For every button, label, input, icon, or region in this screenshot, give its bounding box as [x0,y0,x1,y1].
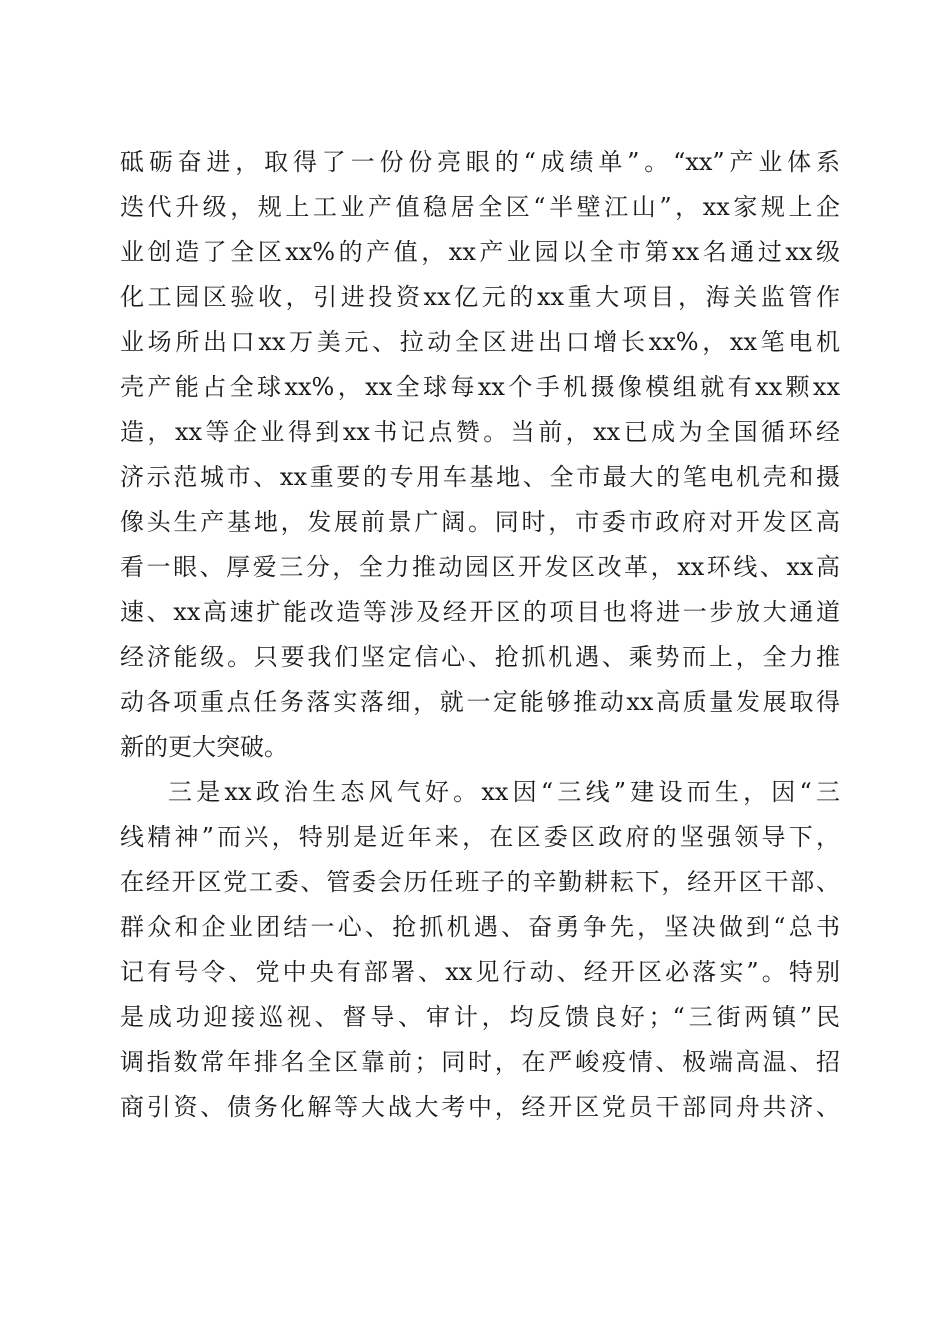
text-line: 新的更大突破。 [120,733,288,761]
text-line: 记有号令、党中央有部署、xx见行动、经开区必落实”。特别 [120,958,840,986]
paragraph-2 [120,770,840,1130]
text-line: 速、xx高速扩能改造等涉及经开区的项目也将进一步放大通道 [120,598,840,626]
document-body [120,140,840,1130]
text-line: 三是xx政治生态风气好。xx因“三线”建设而生，因“三 [168,778,840,806]
text-line: 动各项重点任务落实落细，就一定能够推动xx高质量发展取得 [120,688,840,716]
text-line: 是成功迎接巡视、督导、审计，均反馈良好；“三街两镇”民 [120,1003,840,1031]
text-line: 看一眼、厚爱三分，全力推动园区开发区改革，xx环线、xx高 [120,553,840,581]
paragraph-1 [120,140,840,770]
text-line: 在经开区党工委、管委会历任班子的辛勤耕耘下，经开区干部、 [120,868,840,896]
text-line: 迭代升级，规上工业产值稳居全区“半壁江山”，xx家规上企 [120,193,840,221]
text-line: 经济能级。只要我们坚定信心、抢抓机遇、乘势而上，全力推 [120,643,840,671]
text-line: 调指数常年排名全区靠前；同时，在严峻疫情、极端高温、招 [120,1048,840,1076]
text-line: 造，xx等企业得到xx书记点赞。当前，xx已成为全国循环经 [120,418,840,446]
text-line: 化工园区验收，引进投资xx亿元的xx重大项目，海关监管作 [120,283,840,311]
text-line: 群众和企业团结一心、抢抓机遇、奋勇争先，坚决做到“总书 [120,913,840,941]
text-line: 线精神”而兴，特别是近年来，在区委区政府的坚强领导下， [120,823,840,851]
text-line: 业创造了全区xx%的产值，xx产业园以全市第xx名通过xx级 [120,238,840,266]
text-line: 济示范城市、xx重要的专用车基地、全市最大的笔电机壳和摄 [120,463,840,491]
text-line: 商引资、债务化解等大战大考中，经开区党员干部同舟共济、 [120,1093,840,1121]
text-line: 业场所出口xx万美元、拉动全区进出口增长xx%，xx笔电机 [120,328,840,356]
text-line: 砥砺奋进，取得了一份份亮眼的“成绩单”。“xx”产业体系 [120,148,840,176]
text-line: 像头生产基地，发展前景广阔。同时，市委市政府对开发区高 [120,508,840,536]
text-line: 壳产能占全球xx%，xx全球每xx个手机摄像模组就有xx颗xx [120,373,840,401]
